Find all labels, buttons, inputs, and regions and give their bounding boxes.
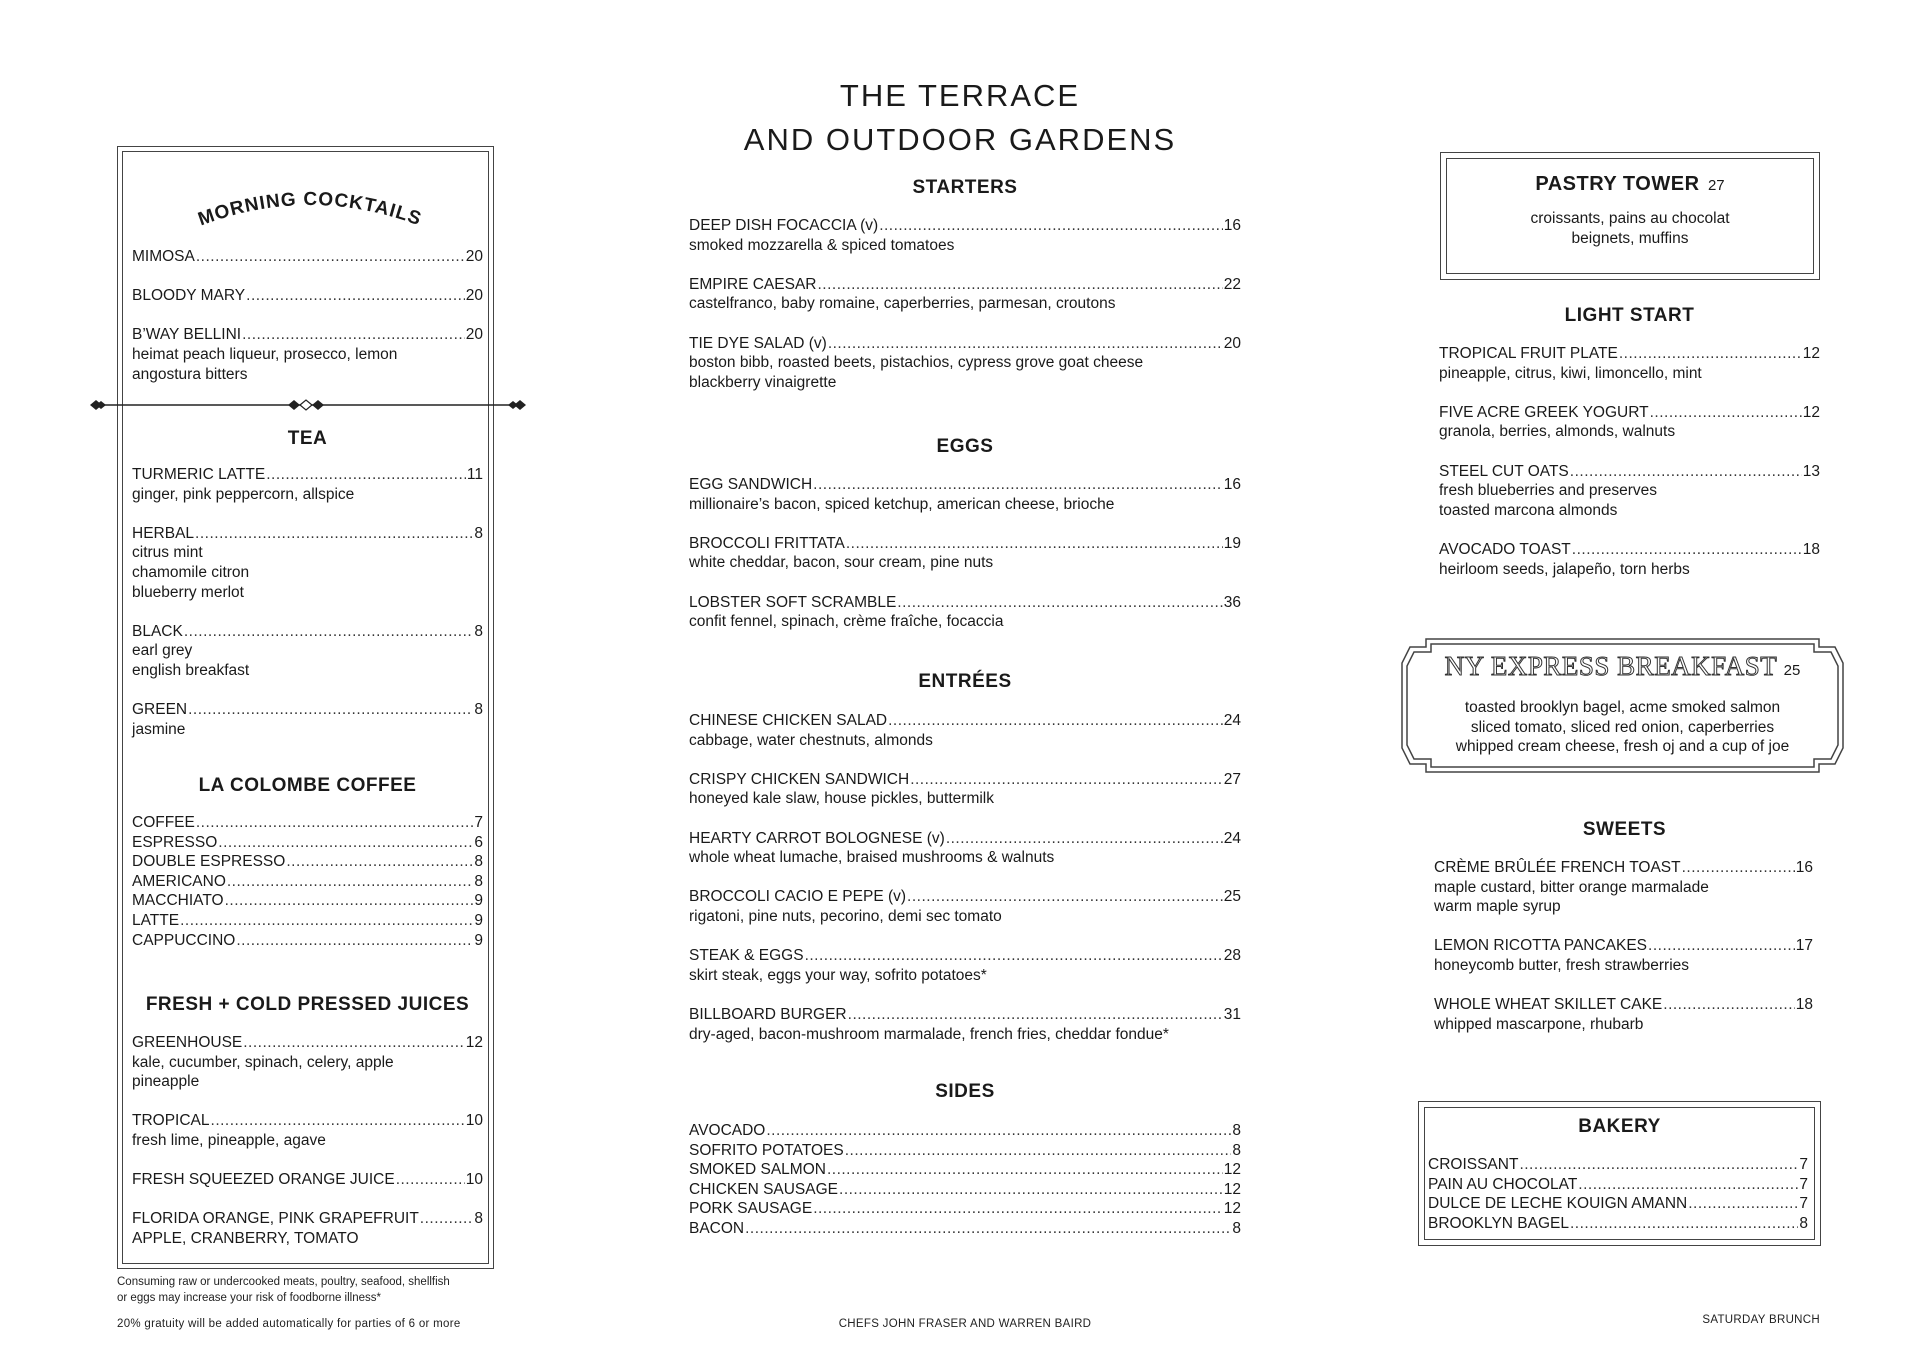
express-heading: NY EXPRESS BREAKFAST (1444, 651, 1778, 681)
cocktails-list (132, 247, 483, 384)
starters-list (689, 216, 1241, 392)
pastry-tower-box (1440, 152, 1820, 280)
menu-item: MACCHIATO ..... 9 (132, 891, 483, 911)
menu-item: WHOLE WHEAT SKILLET CAKE ..... 18 whipped mascarpone, rhubarb (1434, 995, 1813, 1034)
coffee-heading: LA COLOMBE COFFEE (198, 775, 417, 796)
bakery-heading: BAKERY (1578, 1116, 1661, 1137)
juices-list (132, 1033, 483, 1249)
menu-item: FLORIDA ORANGE, PINK GRAPEFRUIT ..... 8 APPLE, CRANBERRY, TOMATO (132, 1209, 483, 1248)
menu-item: STEAK & EGGS ..... 28 skirt steak, eggs your way, sofrito potatoes* (689, 946, 1241, 985)
menu-item: TROPICAL ..... 10 fresh lime, pineapple, agave (132, 1111, 483, 1150)
menu-item: GREENHOUSE ..... 12 kale, cucumber, spinach, celery, apple pineapple (132, 1033, 483, 1092)
foodborne-notice: Consuming raw or undercooked meats, poultry, seafood, shellfish or eggs may increase your risk of foodborne illness* (117, 1276, 450, 1304)
pastry-price: 27 (1707, 177, 1725, 194)
menu-item: AMERICANO ..... 8 (132, 872, 483, 892)
menu-item: TURMERIC LATTE ..... 11 ginger, pink peppercorn, allspice (132, 465, 483, 504)
tea-heading: TEA (287, 428, 328, 449)
menu-item: BROCCOLI CACIO E PEPE (v) ..... 25 rigatoni, pine nuts, pecorino, demi sec tomato (689, 887, 1241, 926)
page-title-line1: THE TERRACE (839, 78, 1081, 113)
menu-item: CHINESE CHICKEN SALAD ..... 24 cabbage, water chestnuts, almonds (689, 711, 1241, 750)
tea-list (132, 465, 483, 739)
menu-item: LEMON RICOTTA PANCAKES ..... 17 honeycomb butter, fresh strawberries (1434, 936, 1813, 975)
juices-heading: FRESH + COLD PRESSED JUICES (145, 994, 470, 1015)
chefs-credit: CHEFS JOHN FRASER AND WARREN BAIRD (838, 1318, 1092, 1330)
menu-item: LOBSTER SOFT SCRAMBLE ..... 36 confit fennel, spinach, crème fraîche, focaccia (689, 593, 1241, 632)
menu-item: CROISSANT ..... 7 (1428, 1155, 1808, 1175)
menu-item: SMOKED SALMON ..... 12 (689, 1160, 1241, 1180)
menu-item: BLACK ..... 8 earl grey english breakfast (132, 622, 483, 681)
coffee-list (132, 813, 483, 950)
menu-item: CHICKEN SAUSAGE ..... 12 (689, 1180, 1241, 1200)
page-title-line2: AND OUTDOOR GARDENS (743, 122, 1177, 157)
express-price: 25 (1783, 662, 1801, 679)
menu-item: AVOCADO TOAST ..... 18 heirloom seeds, jalapeño, torn herbs (1439, 540, 1820, 579)
menu-item: DOUBLE ESPRESSO ..... 8 (132, 852, 483, 872)
menu-item: TROPICAL FRUIT PLATE ..... 12 pineapple, citrus, kiwi, limoncello, mint (1439, 344, 1820, 383)
menu-item: STEEL CUT OATS ..... 13 fresh blueberries and preserves toasted marcona almonds (1439, 462, 1820, 521)
cocktails-heading (170, 180, 450, 240)
sweets-heading: SWEETS (1582, 819, 1667, 840)
menu-item: GREEN ..... 8 jasmine (132, 700, 483, 739)
menu-item: SOFRITO POTATOES ..... 8 (689, 1141, 1241, 1161)
menu-item: DEEP DISH FOCACCIA (v) ..... 16 smoked mozzarella & spiced tomatoes (689, 216, 1241, 255)
menu-item: HEARTY CARROT BOLOGNESE (v) ..... 24 whole wheat lumache, braised mushrooms & walnuts (689, 829, 1241, 868)
eggs-heading: EGGS (936, 436, 994, 457)
bakery-box (1418, 1101, 1821, 1246)
service-day: SATURDAY BRUNCH (1702, 1314, 1820, 1326)
menu-item: AVOCADO ..... 8 (689, 1121, 1241, 1141)
express-heading-row (1400, 651, 1845, 682)
menu-item: HERBAL ..... 8 citrus mint chamomile citron blueberry merlot (132, 524, 483, 602)
sides-list (689, 1121, 1241, 1239)
menu-item: LATTE ..... 9 (132, 911, 483, 931)
express-desc: toasted brooklyn bagel, acme smoked salmon sliced tomato, sliced red onion, caperberries whipped cream cheese, fresh oj and a cup of joe (1455, 699, 1790, 756)
menu-item: MIMOSA ..... 20 (132, 247, 483, 267)
menu-item: FRESH SQUEEZED ORANGE JUICE ..... 10 (132, 1170, 483, 1190)
menu-item: EGG SANDWICH ..... 16 millionaire’s bacon, spiced ketchup, american cheese, brioche (689, 475, 1241, 514)
gratuity-note: 20% gratuity will be added automatically for parties of 6 or more (117, 1318, 461, 1330)
menu-item: B’WAY BELLINI ..... 20 heimat peach liqueur, prosecco, lemon angostura bitters (132, 325, 483, 384)
menu-item: DULCE DE LECHE KOUIGN AMANN ..... 7 (1428, 1194, 1808, 1214)
bakery-list (1428, 1155, 1808, 1233)
light-start-heading: LIGHT START (1564, 305, 1695, 326)
menu-item: CAPPUCCINO ..... 9 (132, 931, 483, 951)
svg-text:MORNING COCKTAILS: MORNING COCKTAILS (195, 188, 425, 231)
menu-item: BLOODY MARY ..... 20 (132, 286, 483, 306)
starters-heading: STARTERS (912, 177, 1018, 198)
menu-item: BROOKLYN BAGEL ..... 8 (1428, 1214, 1808, 1234)
menu-item: PAIN AU CHOCOLAT ..... 7 (1428, 1175, 1808, 1195)
sides-heading: SIDES (935, 1081, 995, 1102)
menu-item: BROCCOLI FRITTATA ..... 19 white cheddar, bacon, sour cream, pine nuts (689, 534, 1241, 573)
menu-item: PORK SAUSAGE ..... 12 (689, 1199, 1241, 1219)
eggs-list (689, 475, 1241, 632)
pastry-desc: croissants, pains au chocolat beignets, muffins (1530, 210, 1730, 247)
pastry-heading: PASTRY TOWER (1535, 173, 1700, 195)
menu-item: ESPRESSO ..... 6 (132, 833, 483, 853)
ornament-divider-icon (88, 396, 528, 414)
menu-item: COFFEE ..... 7 (132, 813, 483, 833)
entrees-heading: ENTRÉES (918, 671, 1012, 692)
menu-item: CRISPY CHICKEN SANDWICH ..... 27 honeyed kale slaw, house pickles, buttermilk (689, 770, 1241, 809)
entrees-list (689, 711, 1241, 1044)
menu-item: BILLBOARD BURGER ..... 31 dry-aged, bacon-mushroom marmalade, french fries, cheddar fondue* (689, 1005, 1241, 1044)
menu-item: CRÈME BRÛLÉE FRENCH TOAST ..... 16 maple custard, bitter orange marmalade warm maple syrup (1434, 858, 1813, 917)
light-start-list (1439, 344, 1820, 579)
menu-item: TIE DYE SALAD (v) ..... 20 boston bibb, roasted beets, pistachios, cypress grove goat cheese blackberry vinaigrette (689, 334, 1241, 393)
menu-item: FIVE ACRE GREEK YOGURT ..... 12 granola, berries, almonds, walnuts (1439, 403, 1820, 442)
menu-item: EMPIRE CAESAR ..... 22 castelfranco, baby romaine, caperberries, parmesan, croutons (689, 275, 1241, 314)
menu-item: BACON ..... 8 (689, 1219, 1241, 1239)
sweets-list (1434, 858, 1813, 1034)
